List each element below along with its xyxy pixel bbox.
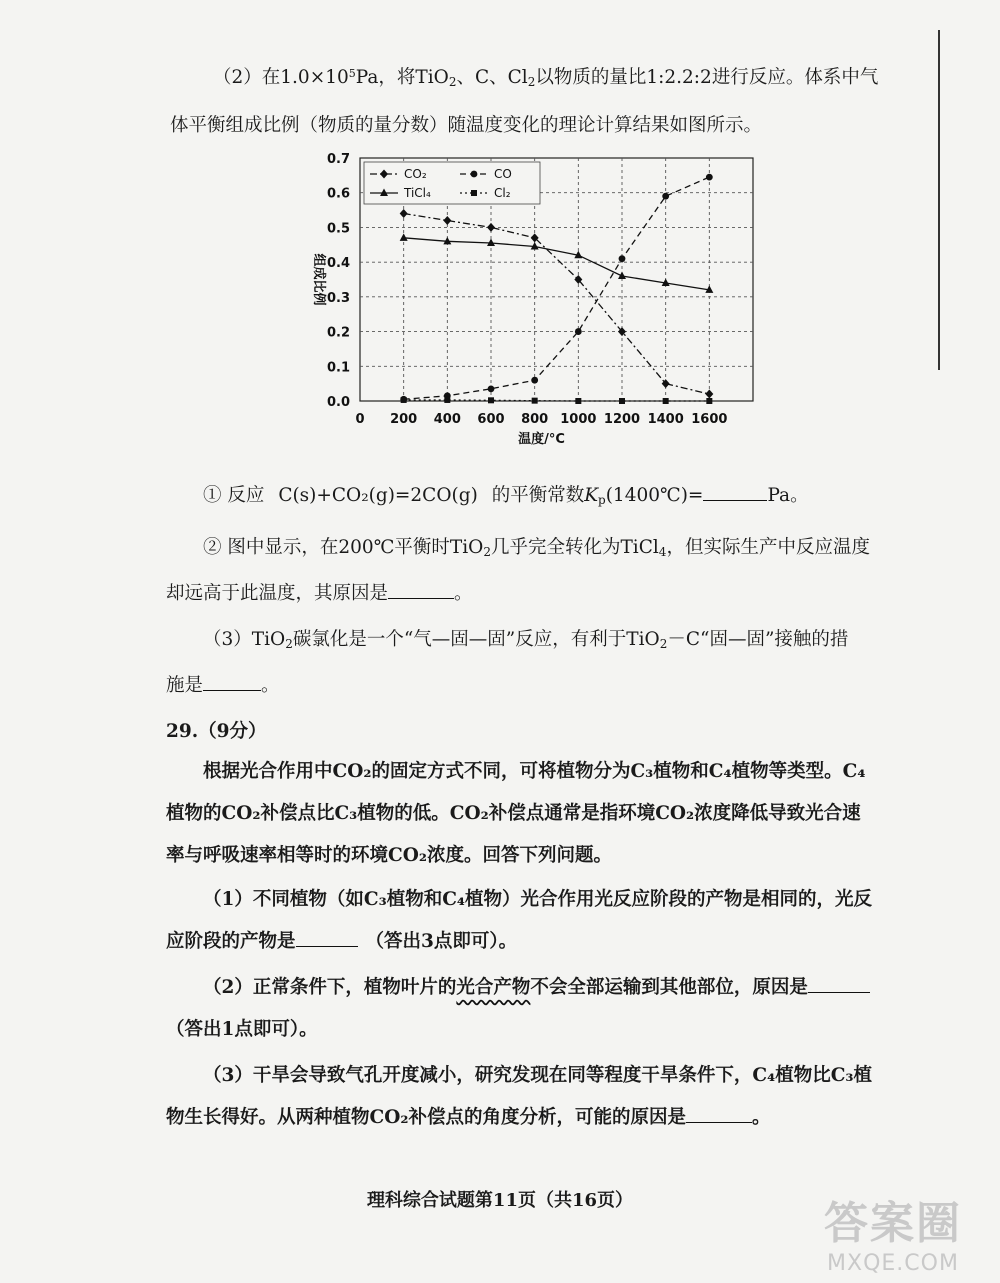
x-tick-label: 600 [477,412,505,427]
data-point [487,223,495,232]
subscript: 2 [448,75,457,89]
question-3-line1 [203,626,848,654]
q29-sub1-line2 [166,928,517,956]
q28-part2-line2: 体平衡组成比例（物质的量分数）随温度变化的理论计算结果如图所示。 [170,115,763,136]
legend-label: TiCl₄ [404,186,431,200]
q29-header: 29.（9分） [166,721,267,742]
y-tick-label: 0.2 [326,325,350,341]
subscript: 2 [659,637,668,651]
x-tick-label: 1400 [647,412,684,427]
text-fragment: （3）TiO [203,629,286,650]
text-fragment: 应阶段的产物是 [166,931,296,952]
answer-blank[interactable] [808,974,870,993]
text-fragment: 、C、 [456,67,508,88]
text-fragment: (1400℃)= [605,485,704,506]
series-line [404,177,710,399]
y-axis-label: 组成比例 [311,253,326,306]
text-fragment: 却远高于此温度，其原因是 [166,583,389,604]
x-axis-label: 温度/°C [518,432,565,447]
data-point [488,385,495,392]
y-tick-label: 0.6 [326,186,350,202]
watermark-url: MXQE.COM [827,1251,959,1276]
subscript: 2 [527,75,536,89]
q29-sub2-line2: （答出1点即可）。 [166,1019,318,1040]
data-point [443,216,451,225]
data-point [471,190,477,196]
question-3-line2 [166,672,280,700]
question-1 [203,482,809,510]
text-fragment: 。 [261,675,280,696]
text-fragment: 不会全部运输到其他部位，原因是 [530,977,808,998]
pressure-value: 1.0×10 [280,67,349,88]
q29-para-line3: 率与呼吸速率相等时的环境CO₂浓度。回答下列问题。 [166,845,612,866]
legend-label: CO₂ [404,167,427,181]
formula-cl2: Cl [507,67,528,88]
y-tick-label: 0.0 [326,395,350,410]
text-fragment: 。 [454,583,473,604]
x-tick-label: 800 [521,412,549,427]
data-point [488,397,494,403]
subscript: 4 [658,545,667,559]
legend-box [364,162,540,204]
data-point [706,398,712,404]
legend-label: CO [494,167,512,181]
data-point [531,377,538,384]
subscript: 2 [285,637,293,651]
y-tick-label: 0.5 [326,221,350,237]
q29-sub1-line1: （1）不同植物（如C₃植物和C₄植物）光合作用光反应阶段的产物是相同的，光反 [203,889,873,910]
text-fragment: 进行反应。体系中气 [711,67,879,88]
x-tick-label: 0 [355,412,365,427]
reaction-equation: C(s)+CO₂(g)=2CO(g) [278,485,478,506]
kp-symbol: K [584,485,599,506]
question-2-line1 [203,534,870,562]
text-fragment: 施是 [166,675,204,696]
page-footer: 理科综合试题第11页（共16页） [366,1190,634,1211]
text-fragment: （答出3点即可）。 [365,931,518,952]
legend-label: Cl₂ [494,186,511,200]
y-tick-label: 0.4 [326,256,350,272]
q29-sub2-line1 [203,974,870,1002]
data-point [663,398,669,404]
data-point [575,328,582,335]
answer-blank[interactable] [388,580,454,599]
text-fragment: 物生长得好。从两种植物CO₂补偿点的角度分析，可能的原因是 [166,1107,686,1128]
question-2-line2 [166,580,473,608]
text-fragment: 的平衡常数 [491,485,585,506]
emphasized-term: 光合产物 [456,977,531,998]
y-tick-label: 0.1 [326,360,350,376]
x-tick-label: 200 [390,412,418,427]
text-fragment: （2）正常条件下，植物叶片的 [203,977,457,998]
subscript: p [598,493,606,507]
q28-part2-line1 [213,64,878,92]
data-point [706,174,713,181]
data-point [575,398,581,404]
ratio-value: 1:2.2:2 [646,67,712,88]
data-point [532,398,538,404]
data-point [662,193,669,200]
subscript: 2 [483,545,491,559]
text-fragment: 碳氯化是一个“气—固—固”反应，有利于TiO [292,629,660,650]
unit-text: Pa。 [767,485,809,506]
series-line [404,214,710,395]
page-edge-rule [938,30,940,370]
data-point [400,233,408,241]
exponent: 5 [348,67,356,80]
data-point [400,209,408,218]
answer-blank[interactable] [203,672,261,691]
q29-sub3-line1: （3）干旱会导致气孔开度减小，研究发现在同等程度干旱条件下，C₄植物比C₃植 [203,1065,873,1086]
y-tick-label: 0.7 [326,152,350,167]
answer-blank[interactable] [703,482,767,501]
text-fragment: 。 [751,1107,771,1128]
y-tick-label: 0.3 [326,290,350,306]
watermark-text: 答案圈 [824,1198,962,1249]
q29-para-line2: 植物的CO₂补偿点比C₃植物的低。CO₂补偿点通常是指环境CO₂浓度降低导致光合速 [166,803,861,824]
data-point [619,398,625,404]
text-fragment: 以物质的量比 [535,67,647,88]
formula-tio2: TiO [415,67,449,88]
text-fragment: Pa，将 [355,67,416,88]
series-line [404,238,710,290]
composition-chart [285,148,765,466]
x-tick-label: 1000 [560,412,597,427]
x-tick-label: 1200 [603,412,641,427]
watermark-logo [798,1187,988,1277]
answer-blank[interactable] [296,928,358,947]
data-point [471,171,478,178]
data-point [401,397,407,403]
answer-blank[interactable] [686,1104,752,1123]
data-point [444,397,450,403]
data-point [705,390,713,399]
text-fragment: ，但实际生产中反应温度 [666,537,870,558]
text-fragment: 几乎完全转化为TiCl [490,537,659,558]
q29-para-line1: 根据光合作用中CO₂的固定方式不同，可将植物分为C₃植物和C₄植物等类型。C₄ [203,761,866,782]
x-tick-label: 400 [433,412,461,427]
question-number: ① [203,485,222,506]
q29-sub3-line2 [166,1104,770,1132]
data-point [619,255,626,262]
x-tick-label: 1600 [691,412,728,427]
text-fragment: （2）在 [213,67,281,88]
text-fragment: 反应 [227,485,265,506]
text-fragment: －C“固—固”接触的措 [667,629,849,650]
text-fragment: ② 图中显示，在200℃平衡时TiO [203,537,484,558]
